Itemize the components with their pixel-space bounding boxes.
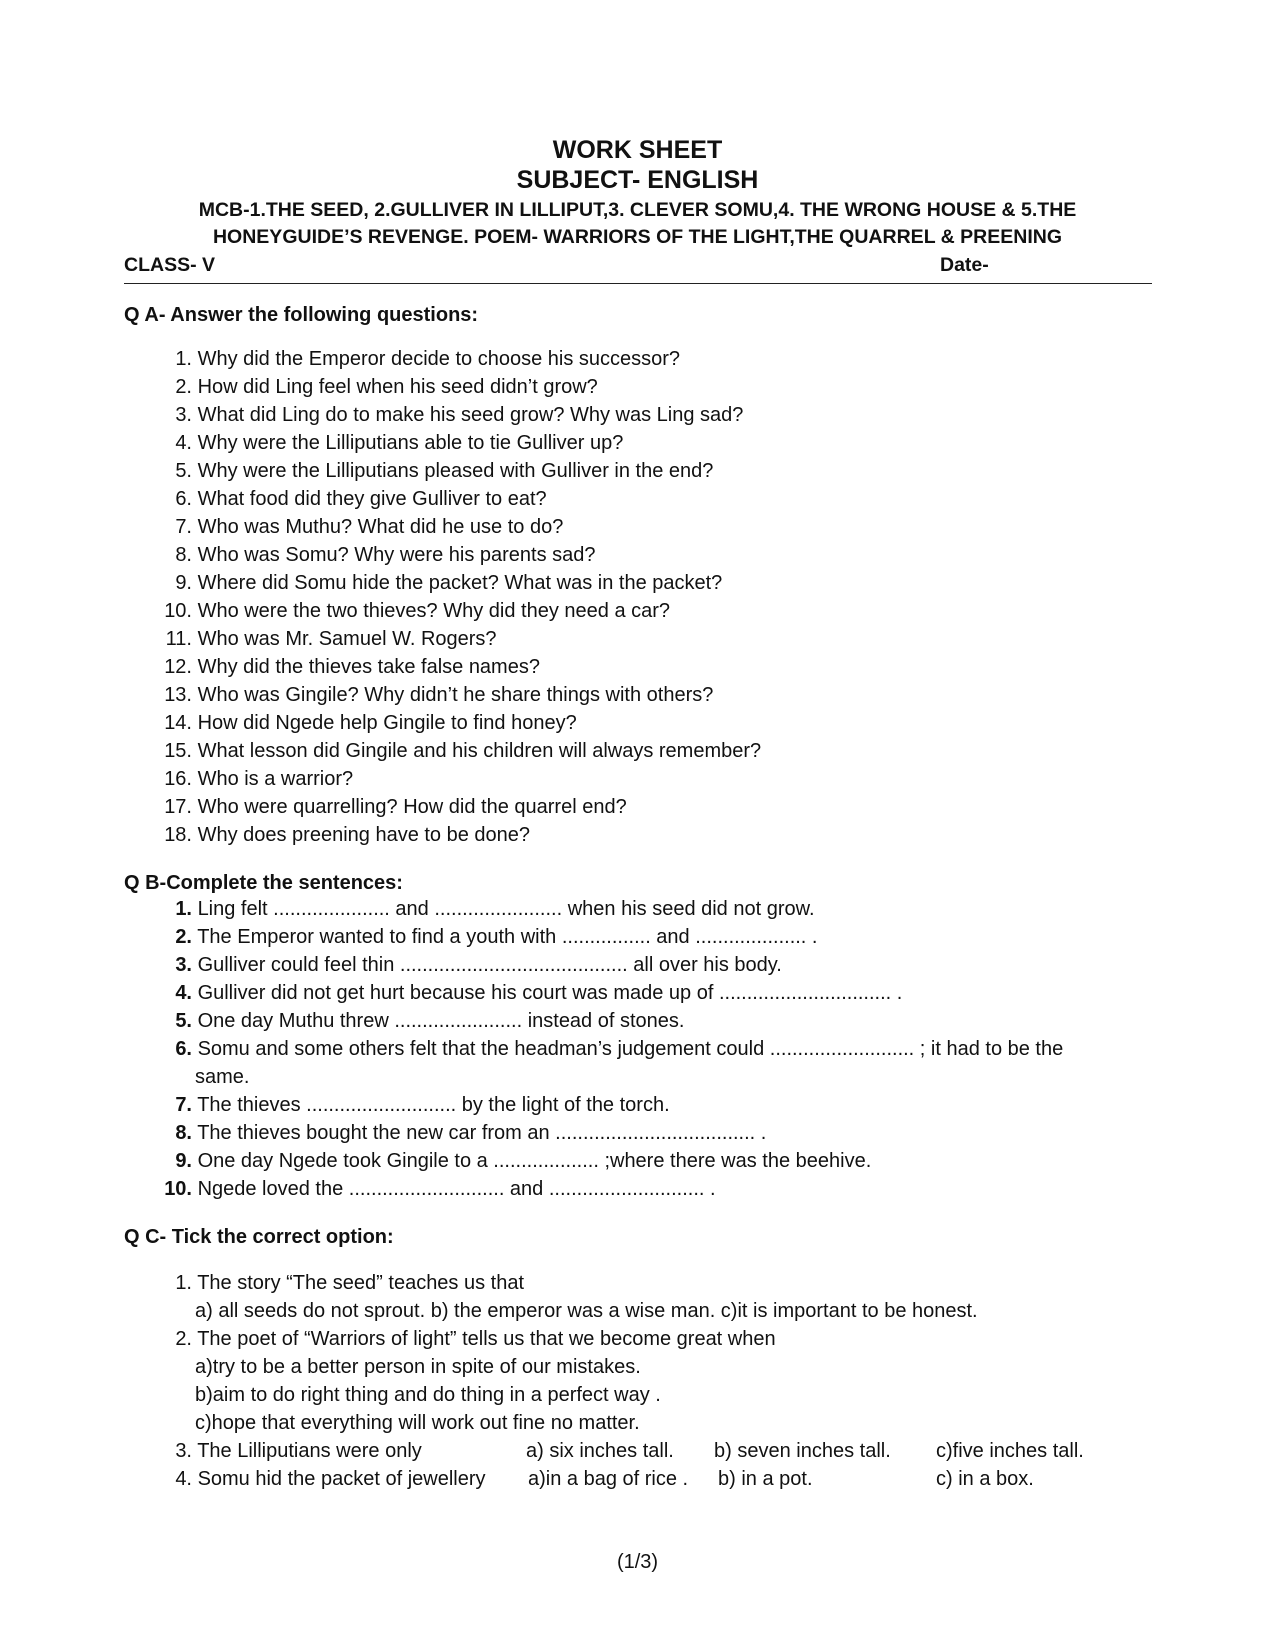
list-item [160,600,670,623]
item-number: 6. [175,1038,192,1060]
class-label: CLASS- V [124,254,216,276]
list-item [160,1272,524,1295]
section-c-heading: Q C- Tick the correct option: [124,1226,394,1248]
list-item [160,898,815,921]
list-item [160,796,627,819]
page-number: (1/3) [616,1551,659,1573]
question-text: Why were the Lilliputians able to tie Gulliver up? [197,432,624,454]
question-text: Who were the two thieves? Why did they need a car? [197,600,671,622]
question-text: Why were the Lilliputians pleased with Gulliver in the end? [197,460,714,482]
question-text: How did Ngede help Gingile to find honey? [197,712,577,734]
topics-line-2: HONEYGUIDE’S REVENGE. POEM- WARRIORS OF THE LIGHT,THE QUARREL & PREENING [212,226,1063,248]
option-c: c)hope that everything will work out fine no matter. [195,1412,640,1434]
item-number: 3. [175,404,192,426]
item-number: 16. [164,768,192,790]
item-number: 17. [164,796,192,818]
list-item [160,926,817,949]
question-text: Who was Mr. Samuel W. Rogers? [197,628,497,650]
option-a: a)in a bag of rice . [528,1468,689,1490]
item-number: 11. [165,628,192,650]
item-number: 6. [175,488,192,510]
question-text: Who was Muthu? What did he use to do? [197,516,564,538]
list-item [160,982,902,1005]
options-line: a) all seeds do not sprout. b) the emperor was a wise man. c)it is important to be honest. [195,1300,978,1322]
item-number: 13. [164,684,192,706]
list-item [160,1010,684,1033]
item-number: 4. [175,982,192,1004]
sentence-text: One day Muthu threw ....................... instead of stones. [197,1010,685,1032]
date-label: Date- [940,254,989,276]
item-number: 15. [164,740,192,762]
question-text: What lesson did Gingile and his children will always remember? [197,740,762,762]
list-item [160,684,713,707]
question-text: Why does preening have to be done? [197,824,531,846]
list-item [160,656,540,679]
list-item [160,404,743,427]
list-item [160,488,547,511]
section-a-heading: Q A- Answer the following questions: [124,304,479,326]
section-b-heading: Q B-Complete the sentences: [124,872,403,894]
item-number: 10. [164,600,192,622]
topics-line-1: MCB-1.THE SEED, 2.GULLIVER IN LILLIPUT,3. CLEVER SOMU,4. THE WRONG HOUSE & 5.THE [198,199,1077,221]
option-c: c)five inches tall. [936,1440,1084,1462]
question-text: What food did they give Gulliver to eat? [197,488,547,510]
list-item [160,572,722,595]
list-item [160,1440,422,1463]
question-text: Who is a warrior? [197,768,354,790]
header-divider [124,283,1152,284]
sentence-text: Ling felt ..................... and ....................... when his seed did not grow. [197,898,815,920]
item-number: 4. [175,1468,192,1490]
item-number: 18. [164,824,192,846]
question-text: Somu hid the packet of jewellery [197,1468,486,1490]
question-text: The poet of “Warriors of light” tells us that we become great when [197,1328,776,1350]
list-item [160,1468,486,1491]
item-number: 5. [175,460,192,482]
sentence-text: One day Ngede took Gingile to a ................... ;where there was the beehive. [197,1150,872,1172]
option-b: b)aim to do right thing and do thing in a perfect way . [195,1384,661,1406]
item-number: 7. [175,516,192,538]
item-number: 8. [175,544,192,566]
list-item [160,1178,716,1201]
list-item [160,544,596,567]
list-item [160,516,563,539]
question-text: Who was Somu? Why were his parents sad? [197,544,596,566]
item-number: 9. [175,572,192,594]
question-text: Who were quarrelling? How did the quarrel end? [197,796,627,818]
item-number: 2. [175,1328,192,1350]
question-text: Why did the Emperor decide to choose his successor? [197,348,681,370]
option-b: b) seven inches tall. [714,1440,891,1462]
sentence-text: Gulliver could feel thin ......................................... all over his body. [197,954,782,976]
list-item [160,824,530,847]
list-item [160,460,713,483]
item-number: 10. [164,1178,192,1200]
question-text: The Lilliputians were only [197,1440,422,1462]
list-item [160,1122,766,1145]
question-text: The story “The seed” teaches us that [197,1272,525,1294]
option-a: a)try to be a better person in spite of our mistakes. [195,1356,641,1378]
item-number: 4. [175,432,192,454]
item-number: 1. [175,1272,192,1294]
sentence-text: Ngede loved the ............................ and ............................ . [197,1178,716,1200]
item-number: 8. [175,1122,192,1144]
worksheet-title: WORK SHEET [552,136,723,164]
subject-title: SUBJECT- ENGLISH [516,166,759,194]
sentence-text: The Emperor wanted to find a youth with ................ and .................... . [197,926,818,948]
sentence-text: The thieves ........................... by the light of the torch. [197,1094,670,1116]
option-a: a) six inches tall. [526,1440,674,1462]
question-text: What did Ling do to make his seed grow? Why was Ling sad? [197,404,744,426]
question-text: Why did the thieves take false names? [197,656,540,678]
list-item [160,348,680,371]
item-number: 3. [175,1440,192,1462]
item-number: 1. [175,348,192,370]
list-item [160,740,761,763]
item-number: 5. [175,1010,192,1032]
list-item [160,768,353,791]
list-item [160,432,623,455]
question-text: Where did Somu hide the packet? What was in the packet? [197,572,723,594]
list-item [160,1038,1063,1061]
list-item [160,1150,871,1173]
sentence-text: The thieves bought the new car from an .................................... . [197,1122,767,1144]
list-item [160,376,598,399]
item-number: 1. [175,898,192,920]
list-item [160,628,497,651]
sentence-text: Somu and some others felt that the headman’s judgement could .......................... ; it had to be the [197,1038,1064,1060]
sentence-text: Gulliver did not get hurt because his court was made up of ............................... . [197,982,903,1004]
sentence-continuation: same. [195,1066,250,1088]
item-number: 2. [175,926,192,948]
item-number: 2. [175,376,192,398]
option-b: b) in a pot. [718,1468,813,1490]
list-item [160,1328,776,1351]
list-item [160,954,782,977]
question-text: How did Ling feel when his seed didn’t grow? [197,376,598,398]
item-number: 9. [175,1150,192,1172]
option-c: c) in a box. [936,1468,1034,1490]
question-text: Who was Gingile? Why didn’t he share things with others? [197,684,714,706]
list-item [160,1094,670,1117]
item-number: 3. [175,954,192,976]
item-number: 7. [175,1094,192,1116]
item-number: 14. [164,712,192,734]
item-number: 12. [164,656,192,678]
list-item [160,712,577,735]
